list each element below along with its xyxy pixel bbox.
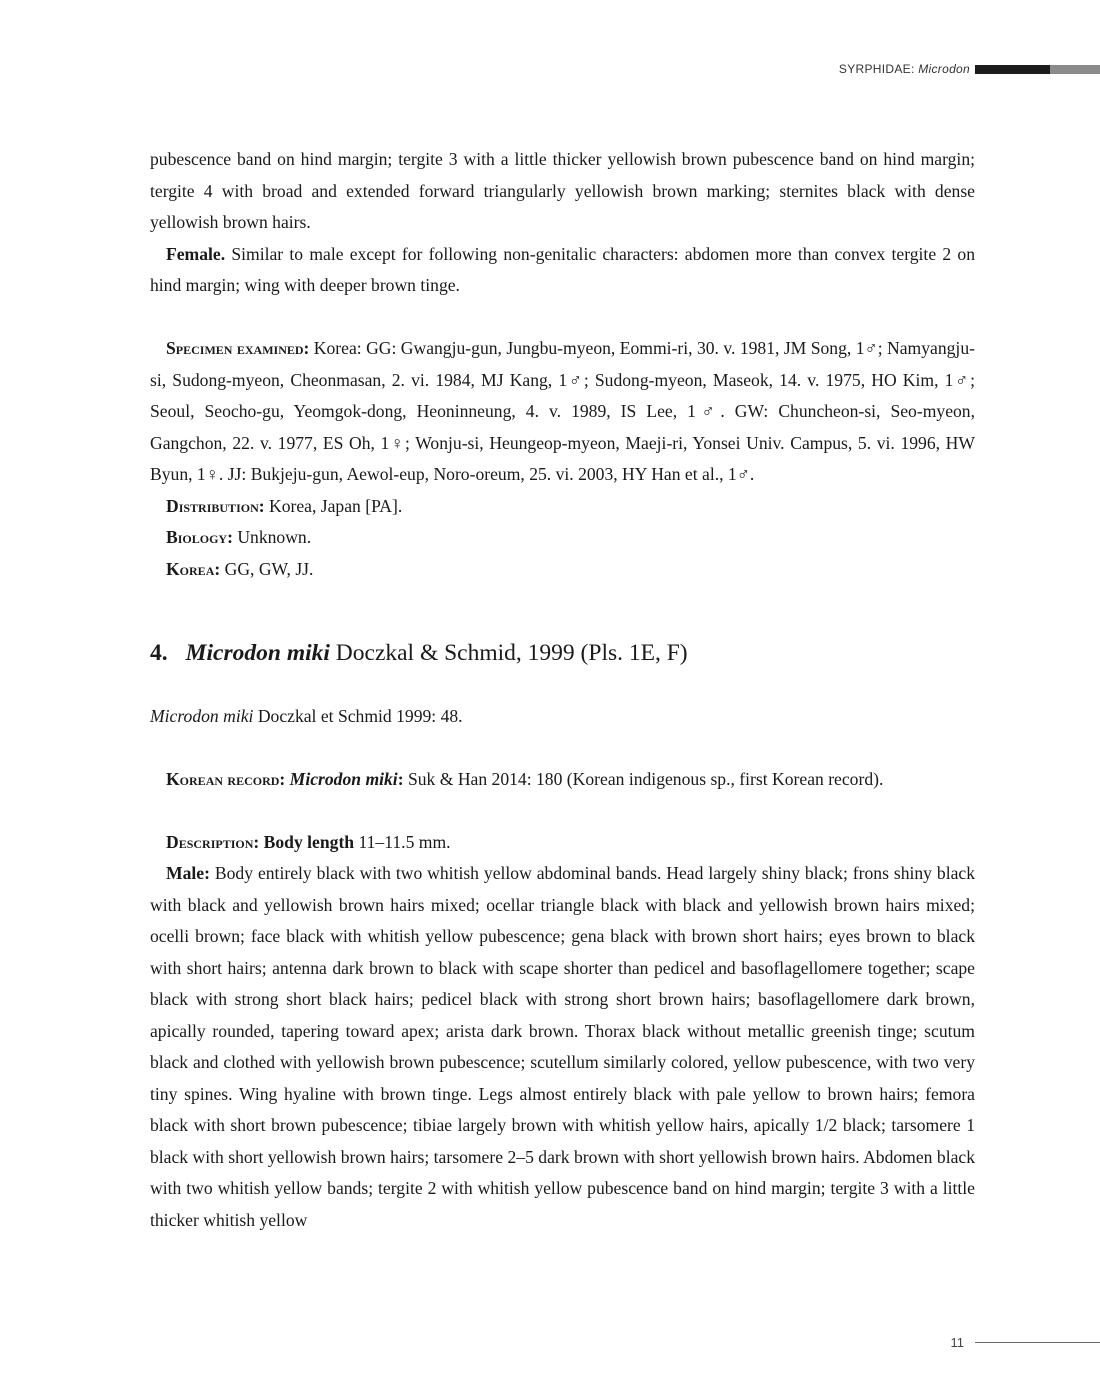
distribution-label: Distribution: xyxy=(166,495,265,516)
distribution-text: Korea, Japan [PA]. xyxy=(264,495,403,516)
spacer xyxy=(150,302,975,334)
footer-rule xyxy=(975,1342,1100,1343)
page-number: 11 xyxy=(950,1335,964,1350)
running-head-genus: Microdon xyxy=(918,62,970,76)
female-text: Similar to male except for following non-genitalic characters: abdomen more than convex tergite 2 on hind margin; wing with deeper brown tinge. xyxy=(150,243,975,295)
spacer xyxy=(150,585,975,637)
biology-label: Biology: xyxy=(166,527,233,547)
spacer xyxy=(150,732,975,764)
biology-line xyxy=(150,522,975,554)
species-authority: Doczkal & Schmid, 1999 (Pls. 1E, F) xyxy=(329,640,688,666)
korean-record-line xyxy=(150,764,975,796)
korea-line xyxy=(150,554,975,586)
body-length-label: Body length xyxy=(259,831,355,852)
biology-text: Unknown. xyxy=(232,527,312,547)
species-citation xyxy=(150,701,975,733)
male-text: Body entirely black with two whitish yellow abdominal bands. Head largely shiny black; frons shiny black with black and yellowish brown hairs mixed; ocellar triangle black with black and yellowish brown hairs mixed; ocelli brown; face black with whitish yellow pubescence; gena black with brown short hairs; eyes brown to black with short hairs; antenna dark brown to black with scape shorter than pedicel and basoflagellomere together; scape black with strong short black hairs; pedicel black with strong short brown hairs; basoflagellomere dark brown, apically rounded, tapering toward apex; arista dark brown. Thorax black without metallic greenish tinge; scutum black and clothed with yellowish brown pubescence; scutellum similarly colored, yellow pubescence, with two very tiny spines. Wing hyaline with brown tinge. Legs almost entirely black with pale yellow to brown hairs; femora black with short brown pubescence; tibiae largely brown with whitish yellow hairs, apically 1/2 black; tarsomere 1 black with short yellowish brown hairs; tarsomere 2–5 dark brown with short yellowish brown hairs. Abdomen black with two whitish yellow bands; tergite 2 with whitish yellow pubescence band on hind margin; tergite 3 with a little thicker whitish yellow xyxy=(150,863,975,1230)
male-label: Male: xyxy=(166,863,210,883)
citation-text: Doczkal et Schmid 1999: 48. xyxy=(253,705,463,726)
korea-label: Korea: xyxy=(166,558,221,579)
korean-record-text: Suk & Han 2014: 180 (Korean indigenous sp., first Korean record). xyxy=(403,768,884,789)
main-text xyxy=(150,144,975,1236)
male-paragraph xyxy=(150,858,975,1236)
header-bar-grey xyxy=(1050,65,1100,74)
distribution-line xyxy=(150,491,975,523)
spacer xyxy=(150,669,975,701)
korean-record-name: Microdon miki xyxy=(285,768,398,789)
korean-record-colon: : xyxy=(397,768,404,789)
species-heading xyxy=(150,637,975,669)
description-label: Description: xyxy=(166,831,260,852)
specimens-text: Korea: GG: Gwangju-gun, Jungbu-myeon, Eommi-ri, 30. v. 1981, JM Song, 1♂; Namyangju-si, Sudong-myeon, Cheonmasan, 2. vi. 1984, MJ Kang, 1♂; Sudong-myeon, Maseok, 14. v. 1975, HO Kim, 1♂; Seoul, Seocho-gu, Yeomgok-dong, Heoninneung, 4. v. 1989, IS Lee, 1♂. GW: Chuncheon-si, Seo-myeon, Gangchon, 22. v. 1977, ES Oh, 1♀; Wonju-si, Heungeop-myeon, Maeji-ri, Yonsei Univ. Campus, 5. vi. 1996, HW Byun, 1♀. JJ: Bukjeju-gun, Aewol-eup, Noro-oreum, 25. vi. 2003, HY Han et al., 1♂. xyxy=(150,338,975,484)
female-label: Female. xyxy=(166,243,226,264)
header-bar-dark xyxy=(975,65,1050,74)
spacer xyxy=(150,795,975,827)
description-line xyxy=(150,827,975,859)
species-name: Microdon miki xyxy=(185,640,330,666)
specimens-paragraph xyxy=(150,333,975,491)
specimens-label: Specimen examined: xyxy=(166,338,310,358)
korea-text: GG, GW, JJ. xyxy=(220,558,314,579)
running-head xyxy=(839,62,970,76)
running-head-family: SYRPHIDAE: xyxy=(838,62,915,76)
continuation-paragraph: pubescence band on hind margin; tergite 3 with a little thicker yellowish brown pubescence band on hind margin; tergite 4 with broad and extended forward triangularly yellowish brown marking; sternites black with dense yellowish brown hairs. xyxy=(150,149,975,232)
citation-name: Microdon miki xyxy=(150,705,254,726)
species-number: 4. xyxy=(150,640,168,666)
korean-record-label: Korean record: xyxy=(166,768,286,789)
female-paragraph xyxy=(150,239,975,302)
body-length-text: 11–11.5 mm. xyxy=(354,831,451,852)
